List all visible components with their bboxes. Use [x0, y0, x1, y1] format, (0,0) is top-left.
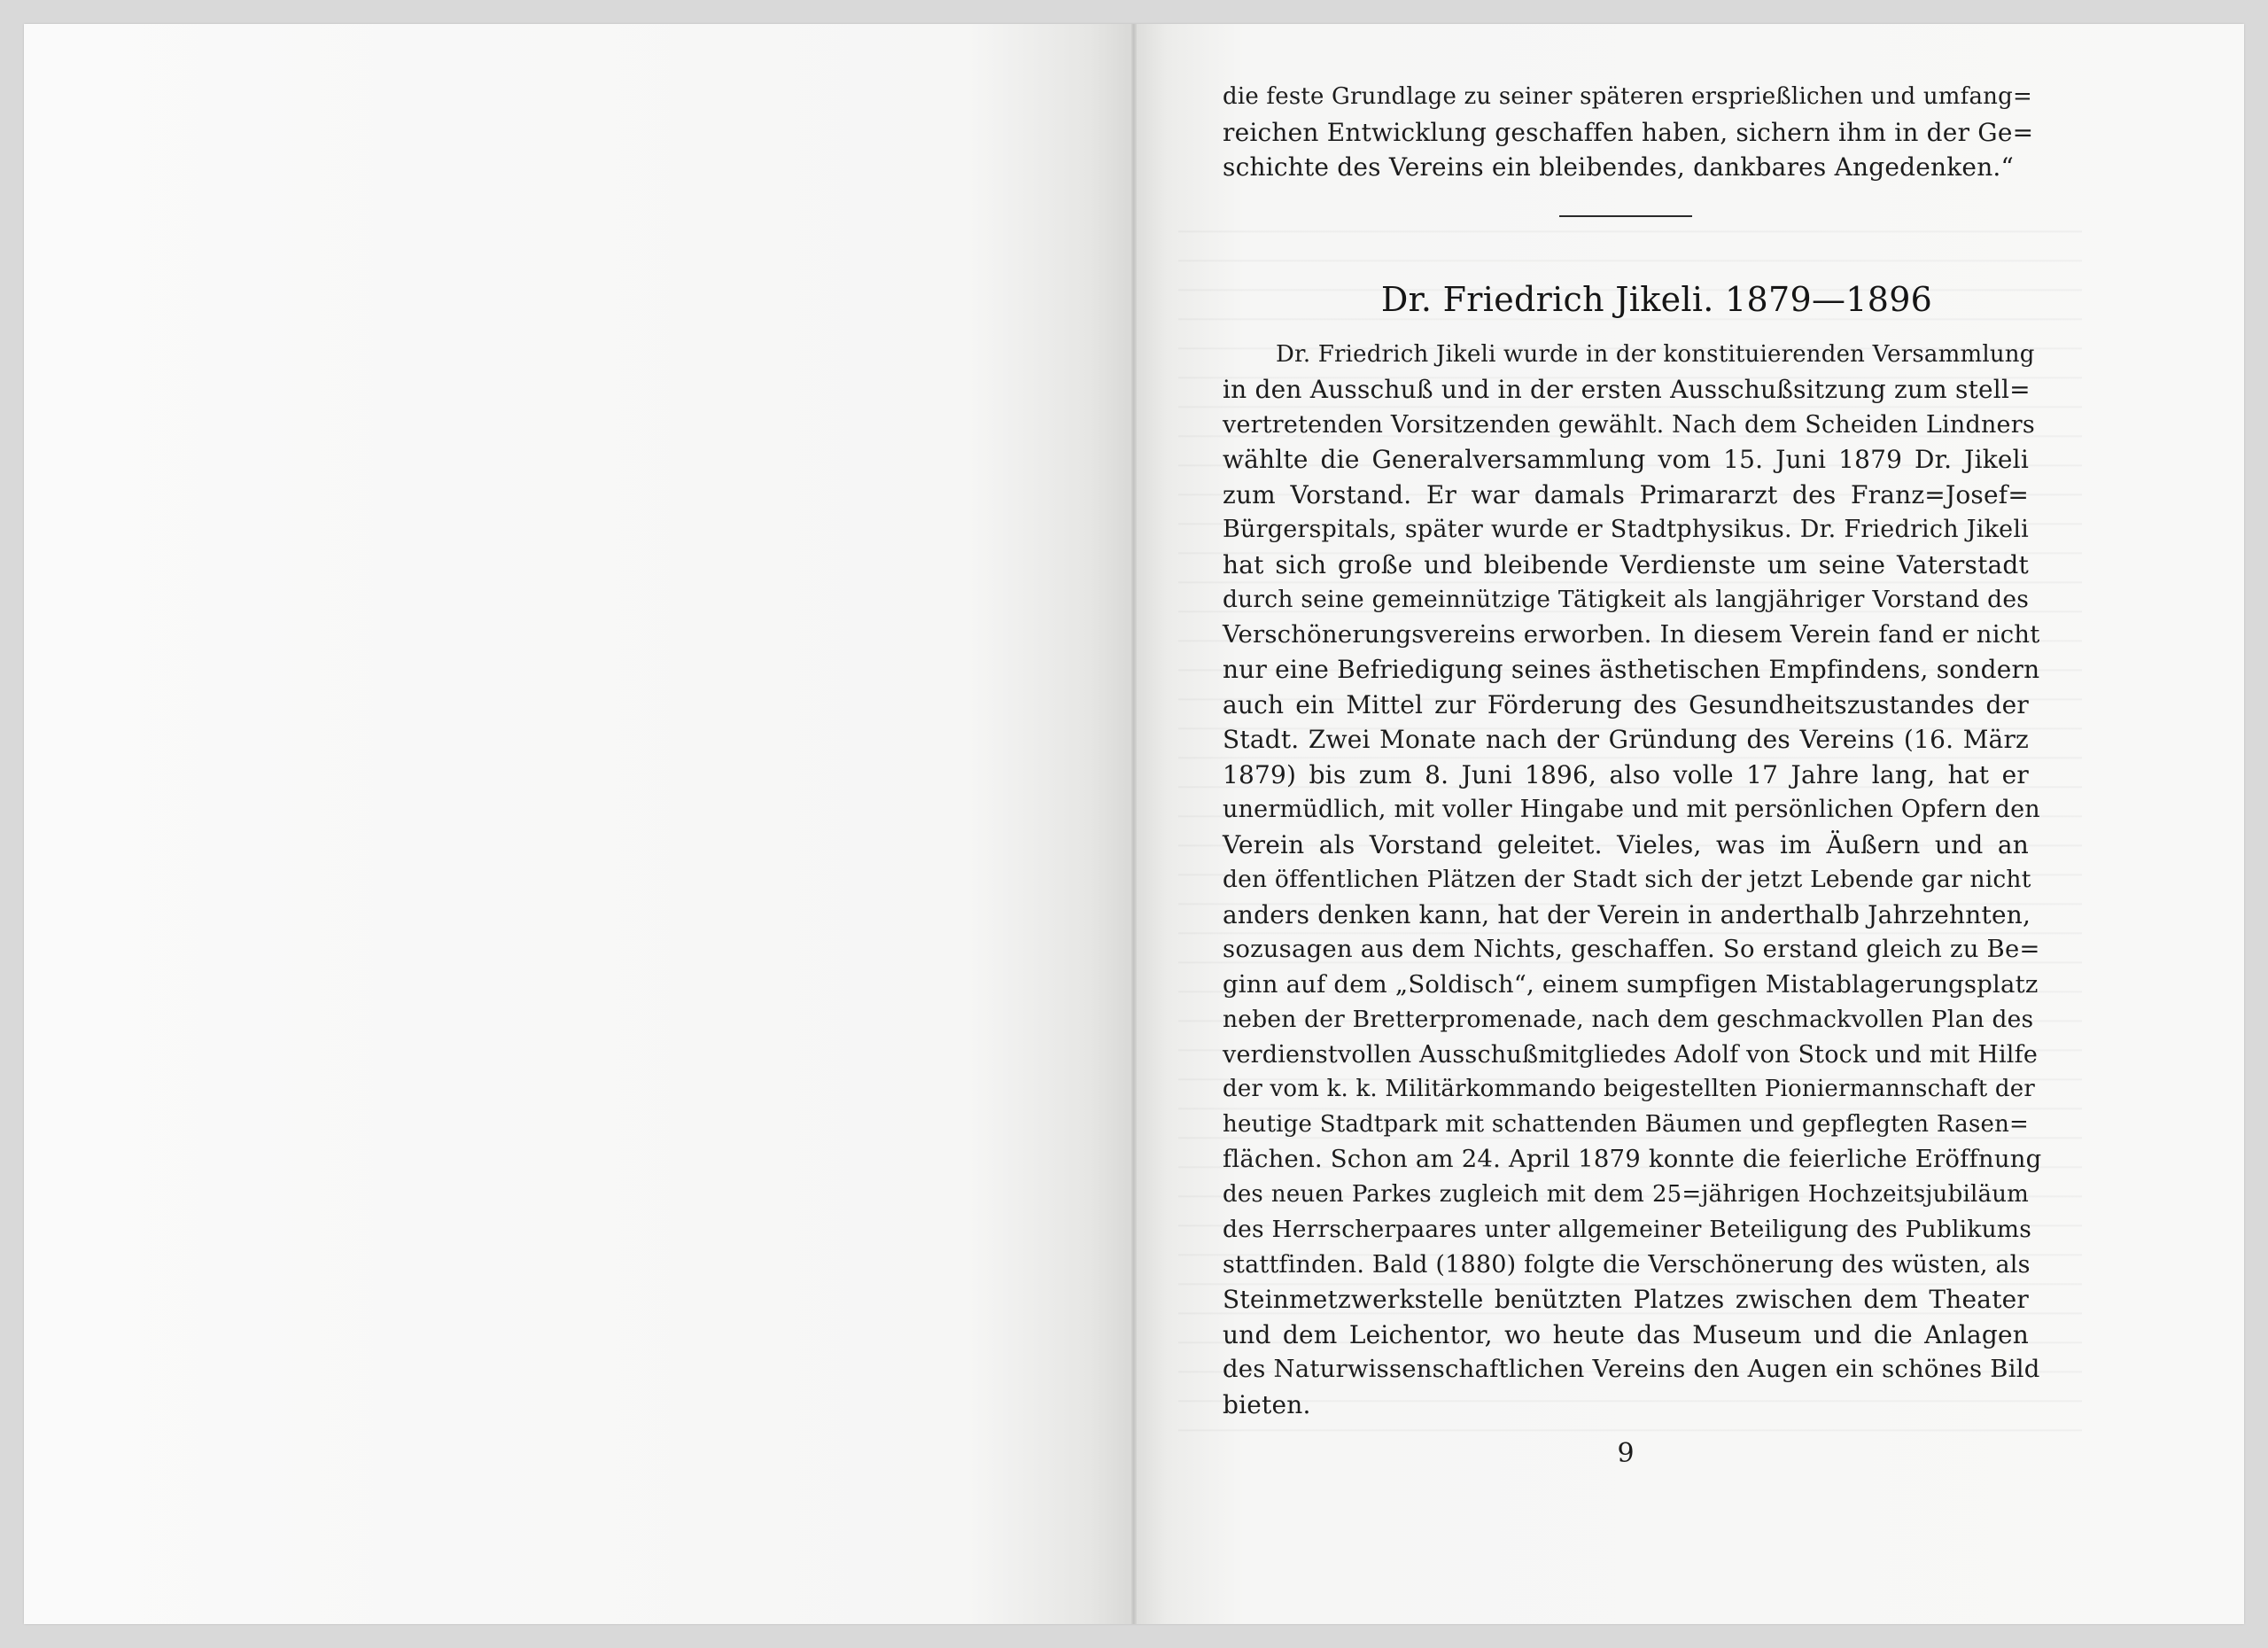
text-line: ginn auf dem „Soldisch“, einem sumpfigen Mistablagerungsplatz: [1223, 969, 2039, 999]
text-line: vertretenden Vorsitzenden gewählt. Nach dem Scheiden Lindners: [1223, 410, 2035, 439]
text-line: durch seine gemeinnützige Tätigkeit als langjähriger Vorstand des: [1223, 586, 2029, 613]
text-line: wählte die Generalversammlung vom 15. Juni 1879 Dr. Jikeli: [1223, 445, 2029, 474]
text-line: flächen. Schon am 24. April 1879 konnte die feierliche Eröffnung: [1223, 1145, 2042, 1173]
text-line: auch ein Mittel zur Förderung des Gesundheitszustandes der: [1223, 689, 2029, 719]
text-line: der vom k. k. Militärkommando beigestellten Pioniermannschaft der: [1223, 1076, 2035, 1102]
text-line: hat sich große und bleibende Verdienste um seine Vaterstadt: [1223, 549, 2029, 579]
text-line: heutige Stadtpark mit schattenden Bäumen und gepflegten Rasen=: [1223, 1110, 2029, 1138]
page-number: 9: [1617, 1438, 1635, 1469]
text-line: den öffentlichen Plätzen der Stadt sich der jetzt Lebende gar nicht: [1223, 866, 2031, 893]
text-line: verdienstvollen Ausschußmitgliedes Adolf von Stock und mit Hilfe: [1223, 1040, 2039, 1069]
text-line: Verschönerungsvereins erworben. In diesem Verein fand er nicht: [1223, 619, 2040, 649]
section-heading: Dr. Friedrich Jikeli. 1879—1896: [1380, 279, 1933, 319]
body-paragraph: [1223, 338, 2042, 1423]
text-line: Dr. Friedrich Jikeli wurde in der konstituierenden Versammlung: [1276, 340, 2035, 368]
text-line: des Herrscherpaares unter allgemeiner Beteiligung des Publikums: [1223, 1216, 2032, 1243]
section-divider: [1559, 215, 1692, 217]
text-line: sozusagen aus dem Nichts, geschaffen. So erstand gleich zu Be=: [1223, 935, 2040, 963]
text-line: stattfinden. Bald (1880) folgte die Verschönerung des wüsten, als: [1223, 1250, 2031, 1279]
text-line: neben der Bretterpromenade, nach dem geschmackvollen Plan des: [1223, 1006, 2034, 1033]
text-line: Steinmetzwerkstelle benützten Platzes zwischen dem Theater: [1223, 1285, 2029, 1314]
text-line: unermüdlich, mit voller Hingabe und mit persönlichen Opfern den: [1223, 796, 2040, 823]
text-line: reichen Entwicklung geschaffen haben, sichern ihm in der Ge=: [1223, 117, 2034, 147]
book-gutter: [1131, 24, 1137, 1624]
text-line: Bürgerspitals, später wurde er Stadtphysikus. Dr. Friedrich Jikeli: [1223, 516, 2029, 543]
text-line: Stadt. Zwei Monate nach der Gründung des Vereins (16. März: [1223, 725, 2029, 754]
text-line: zum Vorstand. Er war damals Primararzt des Franz=Josef=: [1223, 479, 2029, 509]
text-line: anders denken kann, hat der Verein in anderthalb Jahrzehnten,: [1223, 899, 2031, 929]
text-line: in den Ausschuß und in der ersten Ausschußsitzung zum stell=: [1223, 375, 2031, 404]
text-line: die feste Grundlage zu seiner späteren ersprießlichen und umfang=: [1223, 83, 2032, 110]
continuation-paragraph: [1223, 80, 2034, 185]
left-page-blank: [24, 24, 1134, 1624]
text-line: und dem Leichentor, wo heute das Museum und die Anlagen: [1223, 1319, 2029, 1349]
page-text-block: [1223, 80, 2042, 1469]
text-line: schichte des Vereins ein bleibendes, dankbares Angedenken.“: [1223, 152, 2015, 182]
text-line: nur eine Befriedigung seines ästhetischen Empfindens, sondern: [1223, 655, 2040, 684]
text-line: bieten.: [1223, 1389, 1311, 1419]
text-line: des neuen Parkes zugleich mit dem 25=jährigen Hochzeitsjubiläum: [1223, 1180, 2029, 1208]
text-line: 1879) bis zum 8. Juni 1896, also volle 17 Jahre lang, hat er: [1223, 759, 2029, 789]
text-line: Verein als Vorstand geleitet. Vieles, was im Äußern und an: [1223, 829, 2029, 859]
text-line: des Naturwissenschaftlichen Vereins den Augen ein schönes Bild: [1223, 1355, 2040, 1383]
